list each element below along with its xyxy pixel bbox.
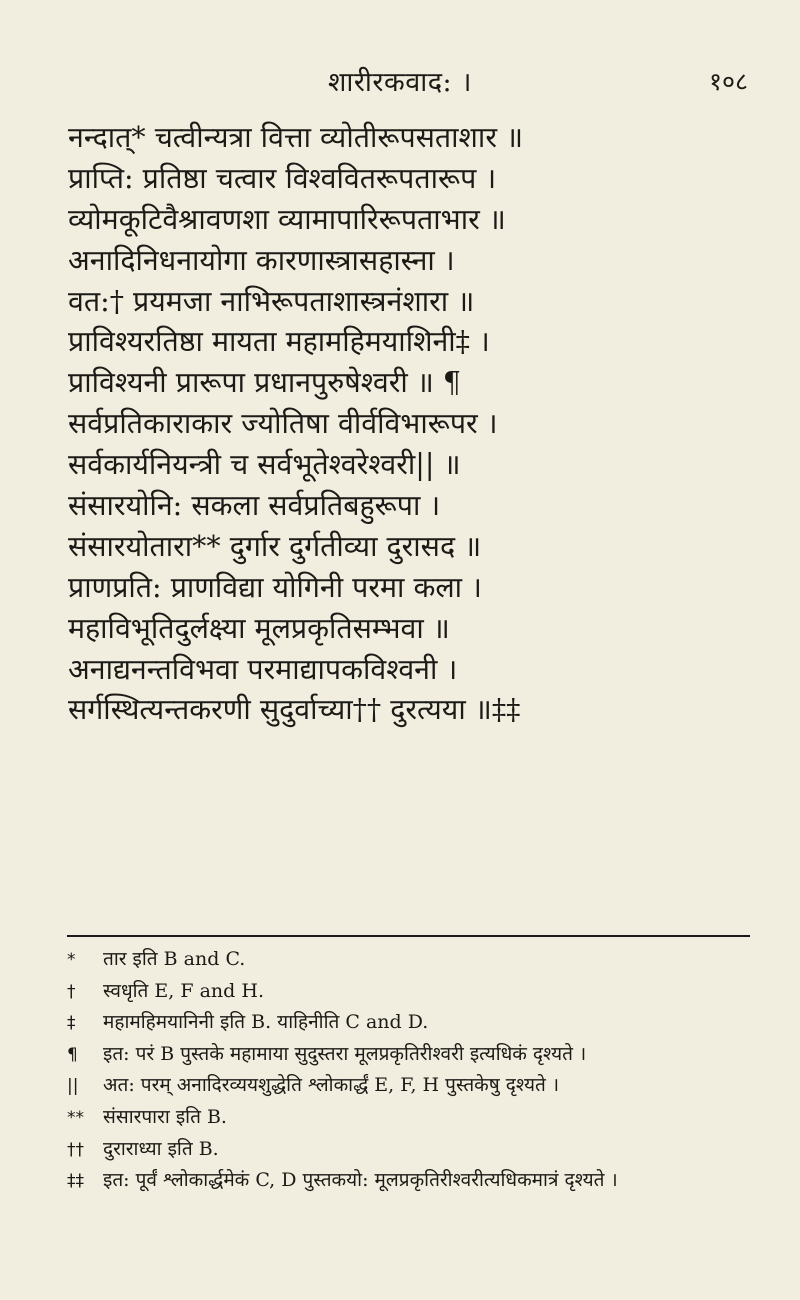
footnote [67,1039,767,1071]
verse-line: प्राविश्यनी प्रारूपा प्रधानपुरुषेश्वरी ॥ ¶ [68,366,462,400]
verse-line: प्राविश्यरतिष्ठा मायता महामहिमयाशिनी‡ । [68,325,490,359]
footnote [67,1102,767,1134]
footnote [67,1134,767,1166]
footnote-mark: ‡ [67,1013,76,1034]
footnote-mark: * [67,950,76,970]
verse-line: नन्दात्* चत्वीन्यत्रा वित्ता व्योतीरूपसताशार ॥ [68,121,524,154]
verse-line: प्राप्ति: प्रतिष्ठा चत्वार विश्ववितरूपतारूप । [68,161,497,195]
footnote [67,944,767,976]
verse-line: संसारयोतारा** दुर्गार दुर्गतीव्या दुरासद ॥ [68,529,482,563]
footnote-mark: ‡‡ [67,1171,84,1192]
footnote [67,1165,767,1197]
verse-line: संसारयोनि: सकला सर्वप्रतिबहुरूपा । [68,489,441,523]
footnote-text: तार इति B and C. [103,948,246,970]
verse-block [68,118,748,731]
footnote-text: संसारपारा इति B. [103,1105,227,1128]
verse-line: सर्वप्रतिकाराकार ज्योतिषा वीर्वविभारूपर । [68,407,498,441]
footnote-mark: ** [67,1107,84,1128]
running-title: शारीरकवाद: । [328,67,472,98]
footnote-text: दुराराध्या इति B. [103,1137,219,1160]
footnote-text: इत: परं B पुस्तके महामाया सुदुस्तरा मूलप्रकृतिरीश्वरी इत्यधिकं दृश्यते । [103,1042,587,1065]
footnote-divider [67,935,750,937]
footnote-text: महामहिमयानिनी इति B. याहिनीति C and D. [103,1011,429,1034]
verse-line: प्राणप्रति: प्राणविद्या योगिनी परमा कला । [68,570,482,604]
verse-line: महाविभूतिदुर्लक्ष्या मूलप्रकृतिसम्भवा ॥ [68,611,450,645]
footnote-text: स्वधृति E, F and H. [103,979,264,1002]
footnote-text: अत: परम् अनादिरव्ययशुद्धेति श्लोकार्द्धं E, F, H पुस्तकेषु दृश्यते । [103,1074,560,1097]
verse-line: सर्वकार्यनियन्त्री च सर्वभूतेश्वरेश्वरी|| ॥ [68,448,461,482]
footnotes [67,944,767,1197]
verse-line: अनादिनिधनायोगा कारणास्त्रासहास्ना । [68,243,455,277]
footnote-text: इत: पूर्वं श्लोकार्द्धमेकं C, D पुस्तकयो: मूलप्रकृतिरीश्वरीत्यधिकमात्रं दृश्यते । [103,1169,618,1192]
page-number: १०८ [708,67,748,96]
verse-line: व्योमकूटिवैश्रावणशा व्यामापारिरूपताभार ॥ [68,202,506,236]
footnote [67,976,767,1008]
verse-line: सर्गस्थित्यन्तकरणी सुदुर्वाच्या†† दुरत्यया ॥‡‡ [68,693,521,727]
footnote [67,1007,767,1039]
footnote-mark: † [67,981,76,1002]
verse-line: वत:† प्रयमजा नाभिरूपताशास्त्रनंशारा ॥ [68,284,475,318]
footnote [67,1070,767,1102]
footnote-mark: || [67,1076,79,1097]
footnote-mark: †† [67,1139,84,1160]
footnote-mark: ¶ [67,1044,78,1065]
verse-line: अनाद्यनन्तविभवा परमाद्यापकविश्वनी । [68,652,458,686]
